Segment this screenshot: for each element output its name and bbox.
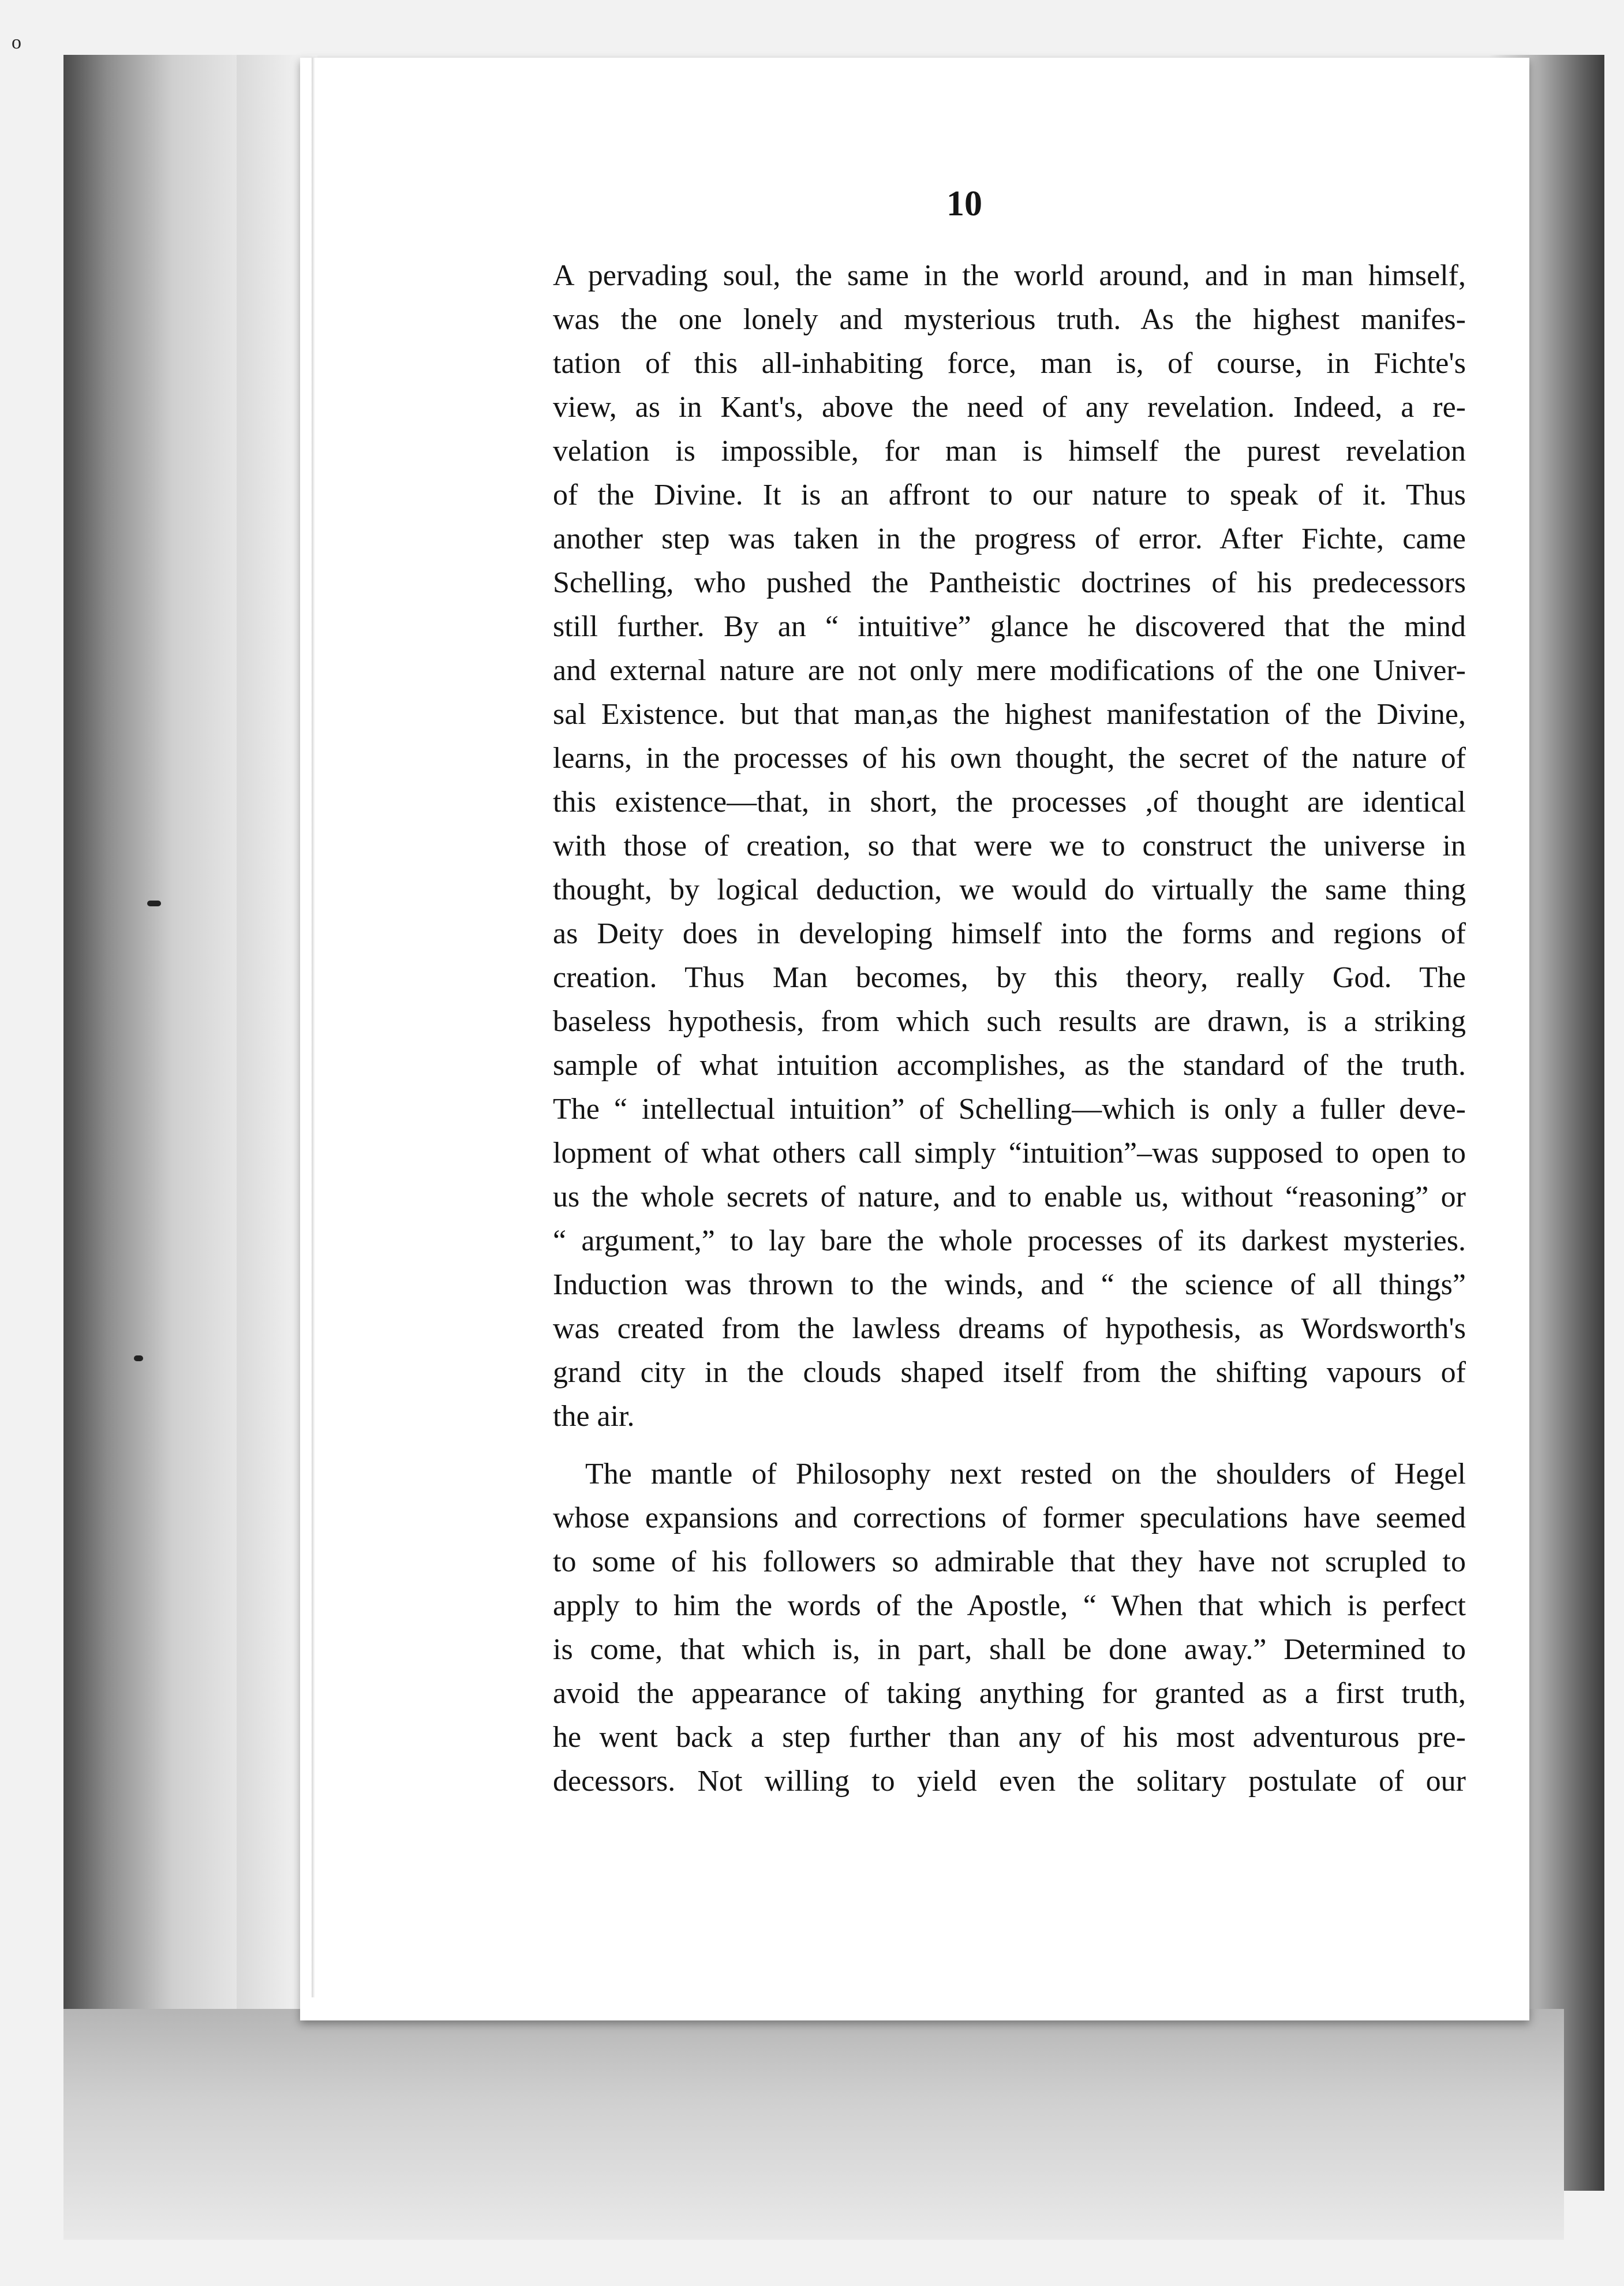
paragraph: [553, 254, 1466, 1439]
text-line: and external nature are not only mere modifications of the one Univer-: [553, 654, 1466, 687]
text-line: to some of his followers so admirable that they have not scrupled to: [553, 1545, 1466, 1578]
text-line: lopment of what others call simply “intuition”–was supposed to open to: [553, 1137, 1466, 1170]
margin-mark: [134, 1355, 143, 1361]
text-line: grand city in the clouds shaped itself from the shifting vapours of: [553, 1356, 1466, 1389]
text-line: decessors. Not willing to yield even the solitary postulate of our: [553, 1765, 1466, 1798]
text-line: he went back a step further than any of his most adventurous pre-: [553, 1721, 1466, 1754]
text-line: sample of what intuition accomplishes, as the standard of the truth.: [553, 1049, 1466, 1082]
text-line: thought, by logical deduction, we would do virtually the same thing: [553, 873, 1466, 906]
scan-bottom-edge: [63, 2009, 1564, 2240]
text-line: was created from the lawless dreams of hypothesis, as Wordsworth's: [553, 1312, 1466, 1345]
corner-mark: o: [12, 32, 21, 53]
text-line: learns, in the processes of his own thought, the secret of the nature of: [553, 742, 1466, 775]
text-line: The “ intellectual intuition” of Schelling—which is only a fuller deve-: [553, 1093, 1466, 1126]
text-line: the air.: [553, 1400, 635, 1433]
text-line: Schelling, who pushed the Pantheistic doctrines of his predecessors: [553, 566, 1466, 599]
page-number: 10: [946, 184, 982, 223]
text-line: velation is impossible, for man is himself the purest revelation: [553, 435, 1466, 468]
text-line: “ argument,” to lay bare the whole processes of its darkest mysteries.: [553, 1224, 1466, 1257]
text-line: tation of this all-inhabiting force, man is, of course, in Fichte's: [553, 347, 1466, 380]
text-line: as Deity does in developing himself into the forms and regions of: [553, 917, 1466, 950]
text-line: another step was taken in the progress of error. After Fichte, came: [553, 522, 1466, 555]
text-line: The mantle of Philosophy next rested on the shoulders of Hegel: [585, 1458, 1466, 1491]
text-line: still further. By an “ intuitive” glance he discovered that the mind: [553, 610, 1466, 643]
text-line: creation. Thus Man becomes, by this theory, really God. The: [553, 961, 1466, 994]
text-line: whose expansions and corrections of former speculations have seemed: [553, 1501, 1466, 1534]
text-line: Induction was thrown to the winds, and “ the science of all things”: [553, 1268, 1466, 1301]
text-line: us the whole secrets of nature, and to enable us, without “reasoning” or: [553, 1181, 1466, 1213]
text-line: view, as in Kant's, above the need of any revelation. Indeed, a re-: [553, 391, 1466, 424]
text-line: avoid the appearance of taking anything for granted as a first truth,: [553, 1677, 1466, 1710]
text-line: of the Divine. It is an affront to our nature to speak of it. Thus: [553, 479, 1466, 511]
text-line: apply to him the words of the Apostle, “ When that which is perfect: [553, 1589, 1466, 1622]
text-line: this existence—that, in short, the processes ,of thought are identical: [553, 786, 1466, 819]
paragraph-gap: [553, 1439, 1466, 1452]
page-crease: [312, 58, 315, 1997]
text-line: was the one lonely and mysterious truth. As the highest manifes-: [553, 303, 1466, 336]
text-line: baseless hypothesis, from which such results are drawn, is a striking: [553, 1005, 1466, 1038]
text-line: with those of creation, so that were we to construct the universe in: [553, 830, 1466, 862]
text-line: A pervading soul, the same in the world around, and in man himself,: [553, 259, 1466, 292]
text-line: sal Existence. but that man,as the highest manifestation of the Divine,: [553, 698, 1466, 731]
paragraph: [553, 1452, 1466, 1803]
margin-mark: [147, 901, 161, 906]
body-text: [553, 254, 1466, 1803]
text-line: is come, that which is, in part, shall be done away.” Determined to: [553, 1633, 1466, 1666]
